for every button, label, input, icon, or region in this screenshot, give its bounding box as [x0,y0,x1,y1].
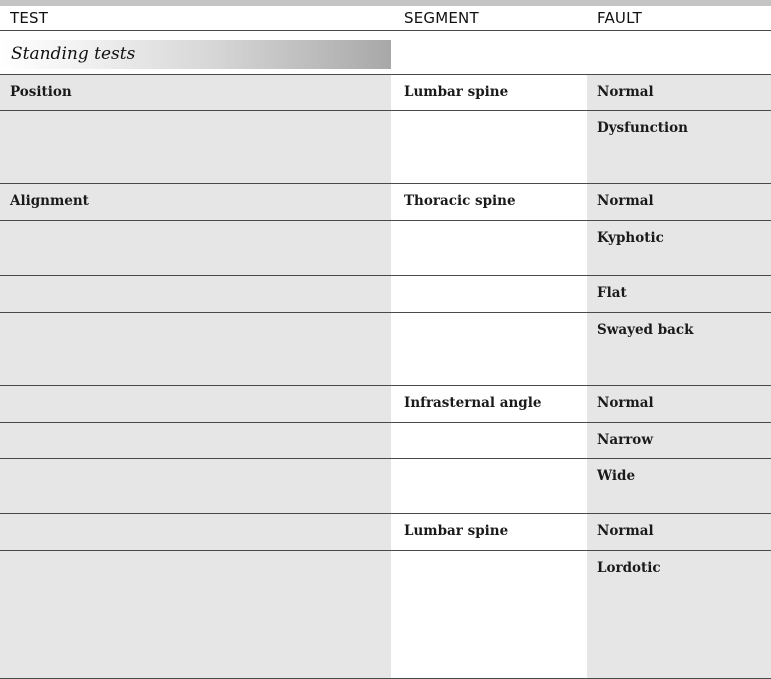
cell-fault: Kyphotic [587,221,771,275]
cell-segment [391,111,587,183]
table-row [0,184,771,221]
cell-test [0,514,391,550]
cell-fault: Swayed back [587,313,771,385]
table-row [0,459,771,514]
cell-fault: Narrow [587,423,771,458]
cell-segment [391,459,587,513]
cell-test: Position [0,75,391,110]
cell-segment: Lumbar spine [391,75,587,110]
cell-test [0,111,391,183]
table-row [0,75,771,111]
cell-test: Alignment [0,184,391,220]
cell-segment [391,423,587,458]
table-row [0,423,771,459]
table-header [0,6,771,31]
cell-segment: Infrasternal angle [391,386,587,422]
header-segment: SEGMENT [404,9,479,27]
cell-fault: Dysfunction [587,111,771,183]
cell-segment [391,276,587,312]
cell-test [0,386,391,422]
cell-test [0,551,391,678]
cell-test [0,423,391,458]
table-row [0,514,771,551]
cell-test [0,221,391,275]
table-body [0,75,771,679]
section-label: Standing tests [11,44,136,64]
table-row [0,221,771,276]
table-row [0,111,771,184]
header-fault: FAULT [597,9,642,27]
cell-test [0,313,391,385]
cell-segment [391,551,587,678]
cell-fault: Normal [587,386,771,422]
cell-segment [391,313,587,385]
section-row [0,31,771,75]
cell-fault: Wide [587,459,771,513]
table-row [0,551,771,679]
cell-fault: Normal [587,184,771,220]
header-test: TEST [10,9,49,27]
cell-segment [391,221,587,275]
table-row [0,313,771,386]
cell-fault: Normal [587,514,771,550]
table-row [0,386,771,423]
cell-fault: Lordotic [587,551,771,678]
cell-test [0,276,391,312]
cell-fault: Flat [587,276,771,312]
cell-fault: Normal [587,75,771,110]
cell-segment: Lumbar spine [391,514,587,550]
section-bar [0,40,391,69]
cell-test [0,459,391,513]
table-row [0,276,771,313]
cell-segment: Thoracic spine [391,184,587,220]
